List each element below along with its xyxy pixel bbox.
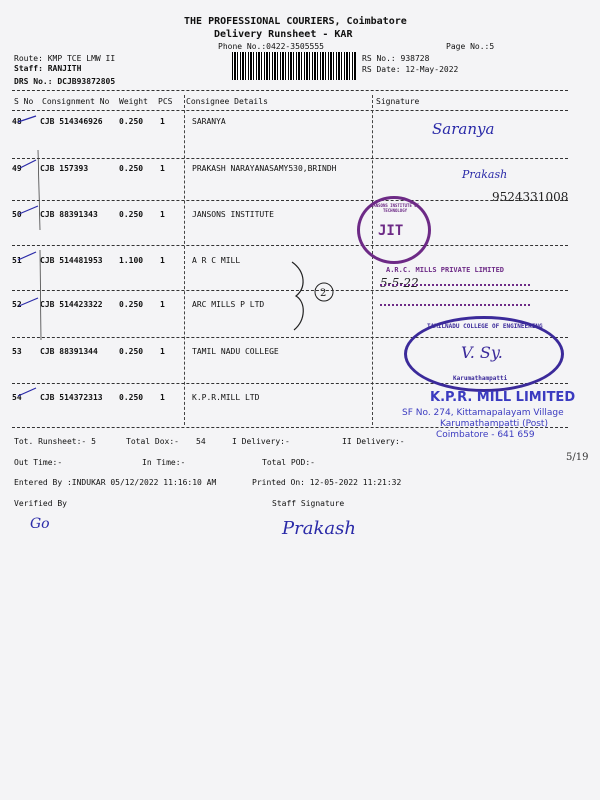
row-consignment: CJB 514423322 (40, 300, 103, 309)
row-weight: 1.100 (119, 256, 144, 265)
row-consignment: CJB 514481953 (40, 256, 103, 265)
row-sno: 53 (12, 347, 22, 356)
row-consignee: SARANYA (192, 117, 226, 126)
col-consignment: Consignment No (42, 97, 110, 106)
drs-number: DRS No.: DCJB93872805 (14, 77, 116, 86)
ii-delivery: II Delivery:- (342, 437, 405, 446)
printed-on: Printed On: 12-05-2022 11:21:32 (252, 478, 402, 487)
kpr-stamp-line1: SF No. 274, Kittamapalayam Village (402, 408, 564, 418)
row-pcs: 1 (160, 347, 165, 356)
col-sno: S No (14, 97, 34, 106)
in-time: In Time:- (142, 458, 186, 467)
total-dox-value: 54 (196, 437, 206, 446)
route: Route: KMP TCE LMW II (14, 54, 116, 63)
signature-51: 5-5-22 (380, 276, 419, 290)
divider (12, 90, 568, 91)
arc-stamp-lines (380, 284, 530, 306)
row-pcs: 1 (160, 117, 165, 126)
total-runsheet: Tot. Runsheet:- 5 (14, 437, 96, 446)
i-delivery: I Delivery:- (232, 437, 290, 446)
kpr-stamp-name: K.P.R. MILL LIMITED (430, 390, 576, 405)
row-weight: 0.250 (119, 210, 144, 219)
rs-date: RS Date: 12-May-2022 (362, 65, 459, 74)
col-pcs: PCS (158, 97, 173, 106)
row-sno: 51 (12, 256, 22, 265)
signature-48: Saranya (432, 120, 495, 138)
row-divider (12, 245, 568, 246)
arc-stamp: A.R.C. MILLS PRIVATE LIMITED (386, 266, 505, 274)
divider (12, 110, 568, 111)
row-sno: 52 (12, 300, 22, 309)
col-consignee: Consignee Details (186, 97, 268, 106)
row-consignment: CJB 88391344 (40, 347, 98, 356)
entered-by: Entered By :INDUKAR 05/12/2022 11:16:10 AM (14, 478, 217, 487)
bracket-mark (282, 258, 342, 334)
phone-49: 9524331008 (492, 190, 569, 204)
col-signature: Signature (376, 97, 420, 106)
row-consignment: CJB 88391343 (40, 210, 98, 219)
company-name: THE PROFESSIONAL COURIERS, Coimbatore (184, 16, 407, 27)
row-pcs: 1 (160, 256, 165, 265)
jit-stamp: JANSONS INSTITUTE OF TECHNOLOGY JIT (357, 196, 431, 264)
row-weight: 0.250 (119, 347, 144, 356)
kpr-stamp-line3: Coimbatore - 641 659 (436, 430, 535, 440)
row-sno: 48 (12, 117, 22, 126)
row-consignment: CJB 514372313 (40, 393, 103, 402)
staff-signature-label: Staff Signature (272, 499, 345, 508)
page-number: Page No.:5 (446, 42, 495, 51)
row-consignee: PRAKASH NARAYANASAMY530,BRINDH (192, 164, 337, 173)
row-pcs: 1 (160, 393, 165, 402)
row-consignee: K.P.R.MILL LTD (192, 393, 260, 402)
svg-text:2: 2 (320, 288, 327, 299)
college-stamp: TAMILNADU COLLEGE OF ENGINEERING V. Sy. Karumathampatti (404, 316, 564, 392)
col-weight: Weight (119, 97, 148, 106)
row-pcs: 1 (160, 164, 165, 173)
barcode (232, 52, 356, 80)
row-sno: 54 (12, 393, 22, 402)
row-consignment: CJB 157393 (40, 164, 89, 173)
row-consignee: A R C MILL (192, 256, 241, 265)
document-title: Delivery Runsheet - KAR (214, 29, 353, 40)
row-consignee: JANSONS INSTITUTE (192, 210, 274, 219)
row-sno: 49 (12, 164, 22, 173)
row-consignment: CJB 514346926 (40, 117, 103, 126)
margin-note: 5/19 (566, 452, 589, 463)
kpr-stamp-line2: Karumathampatti (Post) (440, 419, 548, 429)
rs-number: RS No.: 938728 (362, 54, 430, 63)
row-pcs: 1 (160, 210, 165, 219)
tick-marks (14, 110, 54, 420)
total-pod: Total POD:- (262, 458, 315, 467)
row-consignee: ARC MILLS P LTD (192, 300, 265, 309)
row-divider (12, 200, 568, 201)
out-time: Out Time:- (14, 458, 63, 467)
total-dox-label: Total Dox:- (126, 437, 179, 446)
staff-signature: Prakash (282, 518, 356, 539)
row-divider (12, 158, 568, 159)
row-weight: 0.250 (119, 393, 144, 402)
phone-number: Phone No.:0422-3505555 (218, 42, 324, 51)
signature-49: Prakash (462, 168, 508, 181)
row-weight: 0.250 (119, 164, 144, 173)
verified-signature: Go (30, 516, 50, 532)
row-consignee: TAMIL NADU COLLEGE (192, 347, 279, 356)
staff: Staff: RANJITH (14, 64, 82, 73)
row-sno: 50 (12, 210, 22, 219)
row-pcs: 1 (160, 300, 165, 309)
row-weight: 0.250 (119, 300, 144, 309)
verified-by: Verified By (14, 499, 67, 508)
row-weight: 0.250 (119, 117, 144, 126)
